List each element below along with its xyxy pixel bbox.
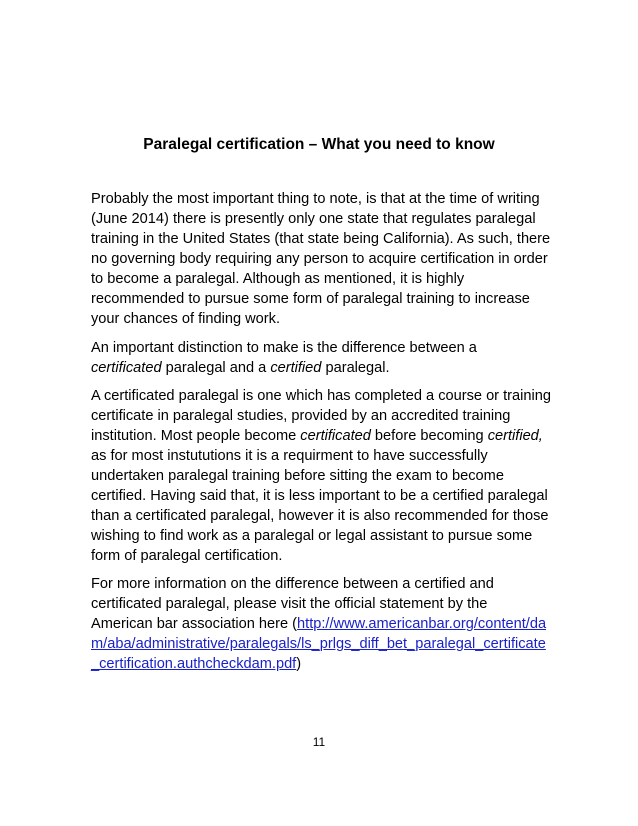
emphasis-certificated: certificated (300, 428, 371, 444)
emphasis-certificated: certificated (91, 360, 162, 376)
paragraph-text: An important distinction to make is the difference between a (91, 340, 477, 356)
body-text (91, 189, 551, 682)
paragraph-intro: Probably the most important thing to note, is that at the time of writing (June 2014) there is presently only one state that regulates paralegal training in the United States (that state being California). As such, there no governing body requiring any person to acquire certification in order to become a paralegal. Although as mentioned, it is highly recommended to pursue some form of paralegal training to increase your chances of finding work. (91, 191, 551, 327)
page-number: 11 (312, 735, 326, 749)
paragraph-text: before becoming (370, 428, 488, 444)
emphasis-certified: certified (270, 360, 322, 376)
paragraph-distinction (91, 338, 551, 378)
paragraph-text: as for most instututions it is a requirment to have successfully undertaken paralegal training before sitting the exam to become certified. Having said that, it is less important to be a certified paralegal than a certificated paralegal, however it is also recommended for those wishing to find work as a paralegal or legal assistant to pursue some form of paralegal certification. (91, 448, 549, 564)
aba-statement-link[interactable]: http://www.americanbar.org/content/dam/aba/administrative/paralegals/ls_prlgs_diff_bet_paralegal_certificate_certification.authcheckdam.pdf (91, 616, 547, 672)
paragraph-text: For more information on the difference between a certified and certificated paralegal, please visit the official statement by the American bar association here ( (91, 576, 494, 632)
paragraph-more-info (91, 574, 551, 674)
emphasis-certified: certified, (487, 428, 543, 444)
page-title: Paralegal certification – What you need to know (143, 136, 495, 153)
paragraph-text: A certificated paralegal is one which has completed a course or training certificate in paralegal studies, provided by an accredited training institution. Most people become (91, 388, 551, 444)
paragraph-text: ) (296, 656, 302, 672)
paragraph-definition (91, 386, 551, 566)
paragraph-text: paralegal. (321, 360, 390, 376)
paragraph-text: paralegal and a (161, 360, 271, 376)
